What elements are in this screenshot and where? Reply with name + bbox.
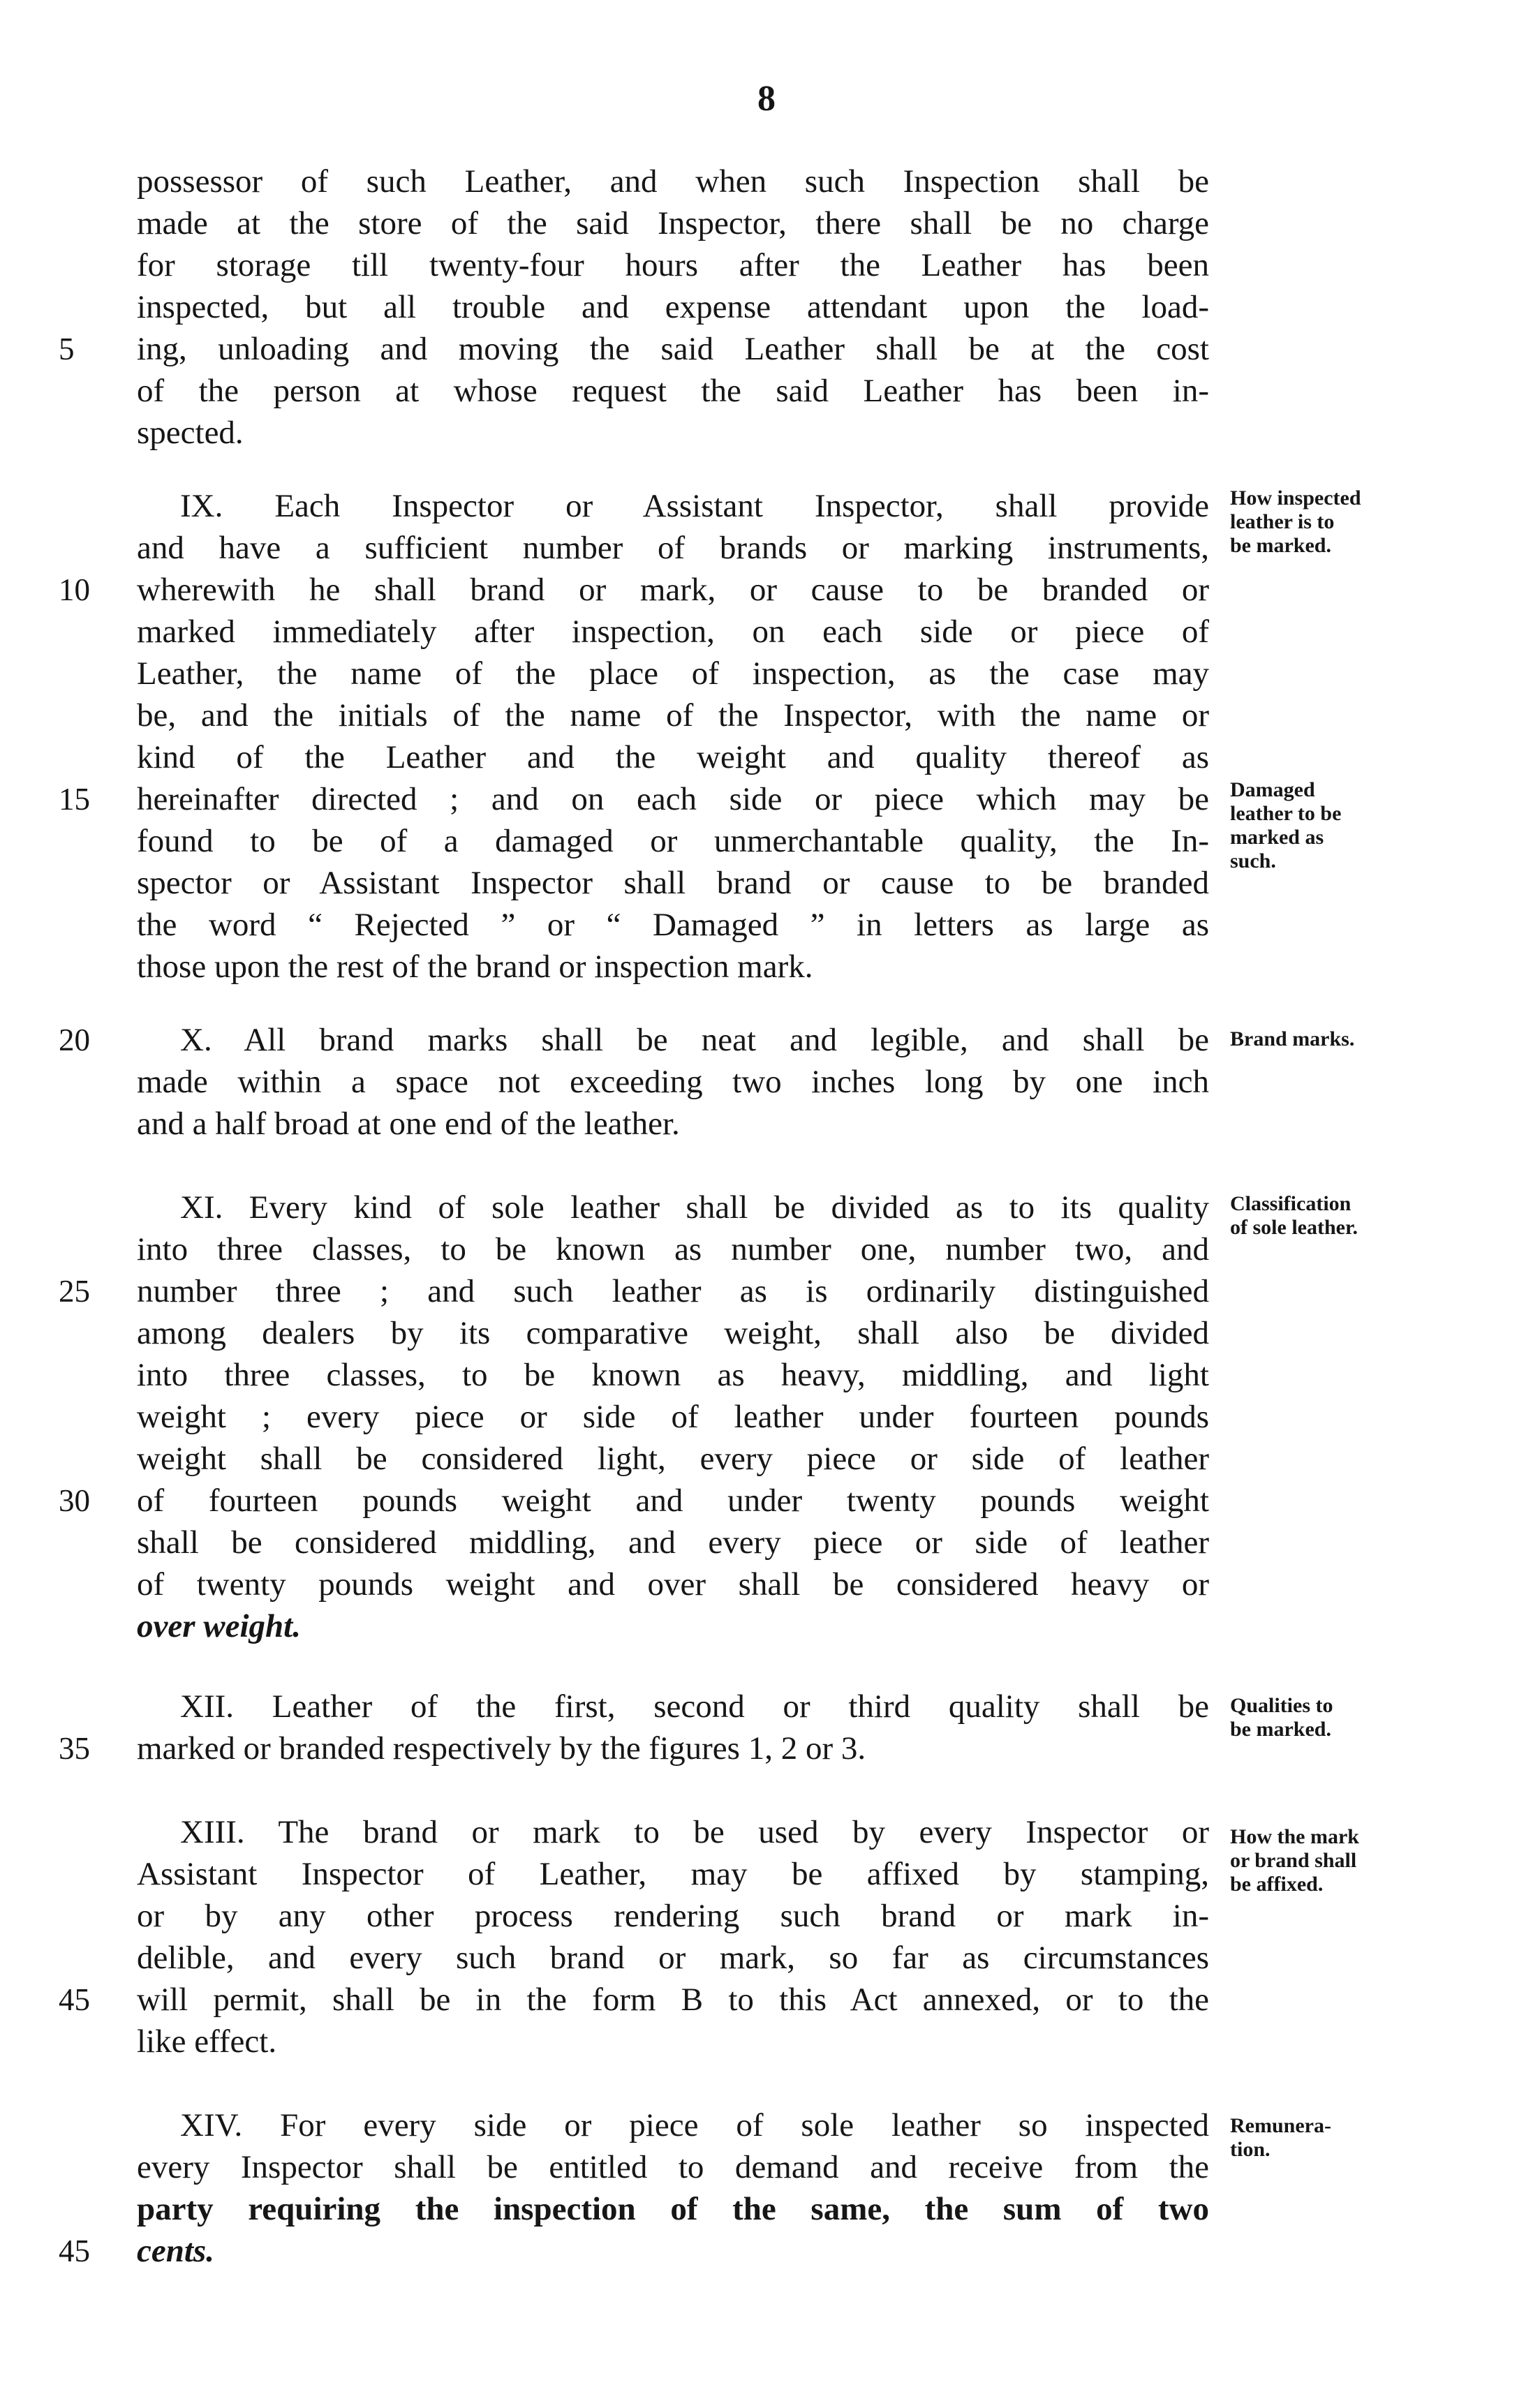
text-line: like effect.: [137, 2023, 277, 2060]
text-line: IX. Each Inspector or Assistant Inspector, shall provide: [180, 488, 1209, 524]
text-line: spected.: [137, 415, 244, 451]
text-line: the word “ Rejected ” or “ Damaged ” in letters as large as: [137, 907, 1209, 943]
text-line: into three classes, to be known as number one, number two, and: [137, 1231, 1209, 1268]
margin-note-damaged: [1230, 778, 1439, 873]
text-line: marked immediately after inspection, on each side or piece of: [137, 614, 1209, 650]
margin-note-line: Qualities to: [1230, 1694, 1333, 1717]
margin-note-classification: [1230, 1192, 1439, 1240]
text-line: Leather, the name of the place of inspection, as the case may: [137, 655, 1209, 692]
text-line: ing, unloading and moving the said Leather shall be at the cost: [137, 331, 1209, 367]
line-number: 15: [59, 782, 90, 817]
text-line: spector or Assistant Inspector shall brand or cause to be branded: [137, 865, 1209, 901]
margin-note-line: be affixed.: [1230, 1873, 1324, 1896]
text-line: kind of the Leather and the weight and quality thereof as: [137, 739, 1209, 775]
margin-note-line: How inspected: [1230, 486, 1361, 510]
text-line: of fourteen pounds weight and under twenty pounds weight: [137, 1482, 1209, 1519]
margin-note-line: Classification: [1230, 1192, 1351, 1215]
text-line: of the person at whose request the said Leather has been in-: [137, 373, 1209, 409]
text-line: cents.: [137, 2233, 214, 2269]
text-line: found to be of a damaged or unmerchantable quality, the In-: [137, 823, 1209, 859]
text-line: number three ; and such leather as is ordinarily distinguished: [137, 1273, 1209, 1309]
text-line: will permit, shall be in the form B to this Act annexed, or to the: [137, 1982, 1209, 2018]
text-line: of twenty pounds weight and over shall be considered heavy or: [137, 1566, 1209, 1603]
text-line: or by any other process rendering such brand or mark in-: [137, 1898, 1209, 1934]
margin-note-line: tion.: [1230, 2138, 1271, 2161]
line-number: 20: [59, 1023, 90, 1057]
text-line: shall be considered middling, and every piece or side of leather: [137, 1524, 1209, 1561]
line-number: 10: [59, 572, 90, 607]
text-line: among dealers by its comparative weight, shall also be divided: [137, 1315, 1209, 1351]
margin-note-line: leather is to: [1230, 510, 1335, 533]
text-line: possessor of such Leather, and when such Inspection shall be: [137, 163, 1209, 200]
text-line: XI. Every kind of sole leather shall be divided as to its quality: [180, 1189, 1209, 1226]
text-line: delible, and every such brand or mark, so far as circumstances: [137, 1940, 1209, 1976]
text-line: be, and the initials of the name of the Inspector, with the name or: [137, 697, 1209, 734]
line-number: 45: [59, 1982, 90, 2017]
line-number: 5: [59, 332, 75, 366]
margin-note-line: How the mark: [1230, 1825, 1359, 1848]
margin-note-line: Damaged: [1230, 778, 1315, 801]
text-line: XIV. For every side or piece of sole leather so inspected: [180, 2107, 1209, 2143]
margin-note-brand-marks: [1230, 1027, 1439, 1051]
text-line: hereinafter directed ; and on each side or piece which may be: [137, 781, 1209, 817]
page-number: 8: [757, 79, 776, 119]
text-line: those upon the rest of the brand or inspection mark.: [137, 949, 813, 985]
text-line: and a half broad at one end of the leather.: [137, 1106, 680, 1142]
text-line: XIII. The brand or mark to be used by every Inspector or: [180, 1814, 1209, 1850]
line-number: 35: [59, 1731, 90, 1766]
margin-note-line: or brand shall: [1230, 1849, 1357, 1872]
text-line: for storage till twenty-four hours after the Leather has been: [137, 247, 1209, 283]
margin-note-line: leather to be: [1230, 802, 1342, 825]
line-number: 45: [59, 2234, 90, 2268]
line-number: 30: [59, 1483, 90, 1518]
margin-note-line: Brand marks.: [1230, 1027, 1355, 1050]
margin-note-how-affixed: [1230, 1825, 1439, 1896]
text-line: weight shall be considered light, every piece or side of leather: [137, 1441, 1209, 1477]
line-number: 25: [59, 1274, 90, 1309]
text-line: marked or branded respectively by the figures 1, 2 or 3.: [137, 1730, 866, 1767]
margin-note-how-inspected: [1230, 486, 1439, 558]
text-line: X. All brand marks shall be neat and legible, and shall be: [180, 1022, 1209, 1058]
margin-note-line: Remunera-: [1230, 2114, 1331, 2137]
margin-note-remuneration: [1230, 2114, 1439, 2162]
text-line: weight ; every piece or side of leather under fourteen pounds: [137, 1399, 1209, 1435]
margin-note-line: be marked.: [1230, 534, 1331, 557]
text-line: every Inspector shall be entitled to demand and receive from the: [137, 2149, 1209, 2185]
text-line: inspected, but all trouble and expense attendant upon the load-: [137, 289, 1209, 325]
text-line: made within a space not exceeding two inches long by one inch: [137, 1064, 1209, 1100]
text-line: into three classes, to be known as heavy, middling, and light: [137, 1357, 1209, 1393]
text-line: made at the store of the said Inspector, there shall be no charge: [137, 205, 1209, 241]
text-line: and have a sufficient number of brands or marking instruments,: [137, 530, 1209, 566]
text-line: wherewith he shall brand or mark, or cause to be branded or: [137, 572, 1209, 608]
margin-note-qualities: [1230, 1694, 1439, 1741]
text-line: over weight.: [137, 1608, 301, 1644]
margin-note-line: of sole leather.: [1230, 1216, 1358, 1239]
margin-note-line: be marked.: [1230, 1718, 1331, 1741]
text-line: XII. Leather of the first, second or third quality shall be: [180, 1688, 1209, 1725]
margin-note-line: such.: [1230, 849, 1276, 872]
text-line: Assistant Inspector of Leather, may be affixed by stamping,: [137, 1856, 1209, 1892]
margin-note-line: marked as: [1230, 826, 1324, 849]
text-line: party requiring the inspection of the same, the sum of two: [137, 2191, 1209, 2227]
